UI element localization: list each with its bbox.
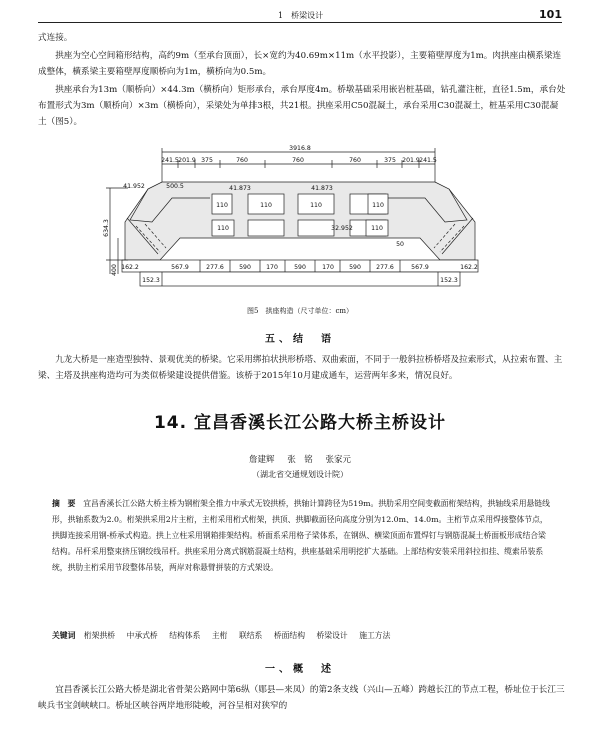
abutment-structure-figure xyxy=(100,142,500,302)
bottom-dim: 170 xyxy=(322,264,334,271)
keyword: 桥面结构 xyxy=(273,631,306,640)
abstract-label: 摘 要 xyxy=(52,499,76,508)
overview-heading: 一、概 述 xyxy=(265,664,335,675)
base-dim: 152.3 xyxy=(440,277,458,284)
box-label: 110 xyxy=(216,202,228,209)
keyword: 施工方法 xyxy=(359,631,391,640)
mid-label: 41.873 xyxy=(229,185,251,192)
keywords-list xyxy=(84,631,391,640)
left-dim: 500.5 xyxy=(166,183,184,190)
keywords xyxy=(52,628,552,644)
bottom-dim: 162.2 xyxy=(121,264,139,271)
mid-label: 41.873 xyxy=(311,185,333,192)
section-heading: 五、结 语 xyxy=(265,334,335,345)
keyword: 联结系 xyxy=(238,631,263,640)
author: 张家元 xyxy=(325,455,351,465)
bottom-dim: 170 xyxy=(266,264,278,271)
bottom-dim: 590 xyxy=(294,264,306,271)
bottom-dim: 277.6 xyxy=(376,264,394,271)
mid-label: 32.952 xyxy=(331,225,353,232)
abstract xyxy=(52,496,552,576)
keyword: 中承式桥 xyxy=(126,631,158,640)
body-paragraph: 式连接。 xyxy=(38,33,73,43)
base-dim: 152.3 xyxy=(142,277,160,284)
bottom-dim: 590 xyxy=(239,264,251,271)
keyword: 主桁 xyxy=(211,631,228,640)
bottom-dim: 567.9 xyxy=(171,264,189,271)
left-dim: 400 xyxy=(111,264,118,276)
bottom-dim: 590 xyxy=(349,264,361,271)
body-paragraph: 拱座为空心空间箱形结构，高约9m（至承台顶面），长×宽约为40.69m×11m（水平投影），主要箱壁厚度为1m。肉拱座由横系梁连成整体，横系梁主要箱壁厚度顺桥向为1m，横桥向为0.5m。 xyxy=(38,51,562,77)
body-paragraph: 拱座承台为13m（顺桥向）×44.3m（横桥向）矩形承台，承台厚度4m。桥墩基础采用嵌岩桩基础，钻孔灌注桩，直径1.5m，承台处布置形式为3m（顺桥向）×3m（横桥向），采梁处为单排3根，共21根。拱座采用C50混凝土，承台采用C30混凝土，桩基采用C30混凝土（图5）。 xyxy=(38,85,566,127)
running-header xyxy=(38,8,562,23)
box-label: 110 xyxy=(310,202,322,209)
keyword: 桁架拱桥 xyxy=(83,631,116,640)
abstract-text: 宜昌香溪长江公路大桥主桥为钢桁架全推力中承式无铰拱桥，拱轴计算跨径为519m。拱肋采用空间变截面桁架结构，拱轴线采用悬链线形，拱轴系数为2.0。桁架拱采用2片主桁，主桁采用桁式桁架，拱顶、拱脚截面径向高度分别为12.0m、14.0m。主桁节点采用焊接整体节点，拱脚连接采用钢-桥承式构造。拱上立柱采用钢箱排架结构。桥面系采用格子梁体系，在钢纵、横梁顶面布置焊钉与钢筋混凝土桥面板形成结合梁结构。吊杆采用整束挤压钢绞线吊杆。拱座采用分离式钢筋混凝土结构，拱座基础采用明挖扩大基础。上部结构安装采用斜拉扣挂、缆索吊装系统，拱肋主桁采用节段整体吊装，两岸对称悬臂拼装的方式架设。 xyxy=(52,499,550,572)
page-number: 101 xyxy=(539,8,562,21)
top-dim: 760 xyxy=(236,157,248,164)
author-list xyxy=(0,453,600,465)
top-dim: 760 xyxy=(349,157,361,164)
figure-caption: 图5 拱座构造（尺寸单位：cm） xyxy=(246,307,353,315)
box-label: 110 xyxy=(371,225,383,232)
conclusion-paragraph: 九龙大桥是一座造型独特、景观优美的桥梁。它采用绑拍状拱形桥塔、双曲索面，不同于一般斜拉桥桥塔及拉索形式，从拉索布置、主梁、主塔及拱座构造均可为类似桥梁建设提供借鉴。该桥于2015年10月建成通车，运营两年多来，情况良好。 xyxy=(38,355,563,381)
top-dim: 375 xyxy=(201,157,213,164)
top-dim: 201.9 xyxy=(402,157,420,164)
header-section: 1 桥梁设计 xyxy=(278,11,324,20)
top-dim: 241.5 xyxy=(419,157,437,164)
author: 詹建辉 xyxy=(249,455,275,465)
top-dim: 375 xyxy=(384,157,396,164)
keyword: 结构体系 xyxy=(169,631,201,640)
box-label: 110 xyxy=(260,202,272,209)
affiliation: （湖北省交通规划设计院） xyxy=(252,470,348,479)
box-label: 110 xyxy=(217,225,229,232)
bottom-dim: 567.9 xyxy=(411,264,429,271)
article-title: 14. 宜昌香溪长江公路大桥主桥设计 xyxy=(153,413,447,433)
left-dim: 41.952 xyxy=(123,183,145,190)
left-dim: 634.3 xyxy=(103,219,110,237)
top-dim: 760 xyxy=(292,157,304,164)
box-label: 50 xyxy=(396,241,404,248)
bottom-dim: 277.6 xyxy=(206,264,224,271)
bottom-dim: 162.2 xyxy=(460,264,478,271)
keywords-label: 关键词 xyxy=(52,631,76,640)
top-dim: 201.9 xyxy=(178,157,196,164)
keyword: 桥梁设计 xyxy=(316,631,348,640)
top-dim: 241.5 xyxy=(161,157,179,164)
overview-paragraph: 宜昌香溪长江公路大桥是湖北省骨架公路网中第6纵（郧县—来凤）的第2条支线（兴山—五峰）跨越长江的节点工程，桥址位于长江三峡兵书宝剑峡峡口。桥址区峡谷两岸地形陡峻，河谷呈相对狭窄的 xyxy=(38,685,565,711)
author: 张 铭 xyxy=(287,455,313,465)
box-label: 110 xyxy=(372,202,384,209)
total-dimension: 3916.8 xyxy=(289,145,311,152)
